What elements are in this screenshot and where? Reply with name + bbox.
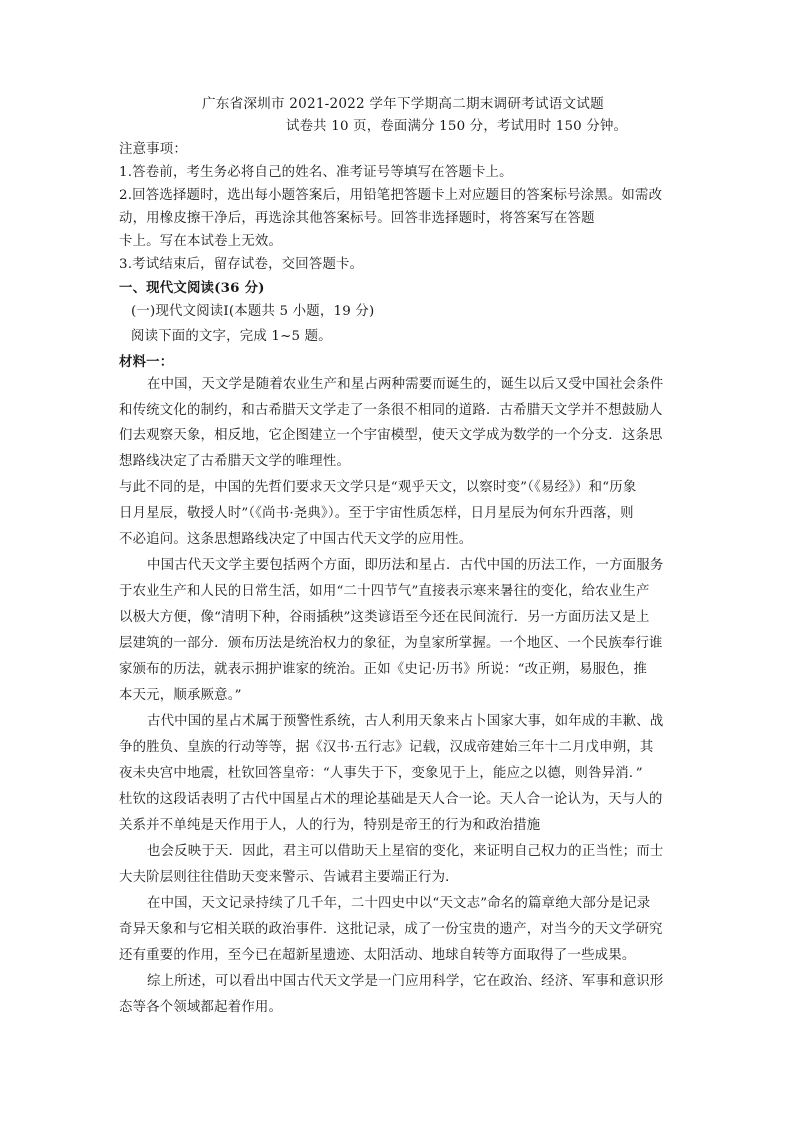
- body-line: 关系并不单纯是天作用于人，人的行为，特别是帝王的行为和政治措施: [119, 818, 541, 833]
- body-line: 奇异天象和与它相关联的政治事件．这批记录，成了一份宝贵的遗产，对当今的天文学研究: [119, 922, 663, 937]
- note-item: 3.考试结束后，留存试卷，交回答题卡。: [119, 257, 364, 272]
- document-subtitle: 试卷共 10 页，卷面满分 150 分，考试用时 150 分钟。: [286, 119, 628, 134]
- body-line: 大夫阶层则往往借助天变来警示、告诫君主要端正行为．: [119, 870, 459, 885]
- body-line: 在中国，天文学是随着农业生产和星占两种需要而诞生的，诞生以后又受中国社会条件: [147, 377, 664, 392]
- note-item: 动，用橡皮擦干净后，再选涂其他答案标号。回答非选择题时，将答案写在答题: [119, 211, 595, 226]
- body-line: 不必追问。这条思想路线决定了中国古代天文学的应用性。: [119, 532, 473, 547]
- body-line: 还有重要的作用，至今已在超新星遗迹、太阳活动、地球自转等方面取得了一些成果。: [119, 948, 636, 963]
- body-line: 综上所述，可以看出中国古代天文学是一门应用科学，它在政治、经济、军事和意识形: [147, 974, 664, 989]
- body-line: 和传统文化的制约，和古希腊天文学走了一条很不相同的道路．古希腊天文学并不想鼓励人: [119, 403, 663, 418]
- document-title: 广东省深圳市 2021-2022 学年下学期高二期末调研考试语文试题: [202, 96, 604, 112]
- body-line: 想路线决定了古希腊天文学的唯理性。: [119, 454, 351, 469]
- body-line: 家颁布的历法，就表示拥护谁家的统治。正如《史记·历书》所说：“改正朔，易服色，推: [119, 662, 647, 677]
- body-line: 古代中国的星占术属于预警性系统，古人利用天象来占卜国家大事，如年成的丰歉、战: [147, 714, 664, 729]
- body-line: 中国古代天文学主要包括两个方面，即历法和星占．古代中国的历法工作，一方面服务: [147, 558, 664, 573]
- reading-instruction: 阅读下面的文字，完成 1~5 题。: [131, 329, 332, 344]
- body-line: 日月星辰，敬授人时”（《尚书·尧典》）。至于宇宙性质怎样，日月星辰为何东升西落，则: [119, 506, 634, 521]
- section-subheading: (一)现代文阅读Ⅰ(本题共 5 小题，19 分): [131, 304, 375, 319]
- material-label: 材料一：: [119, 354, 174, 370]
- body-line: 态等各个领域都起着作用。: [119, 1000, 283, 1015]
- note-item: 1.答卷前，考生务必将自己的姓名、准考证号等填写在答题卡上。: [119, 165, 513, 180]
- body-line: 于农业生产和人民的日常生活，如用“二十四节气”直接表示寒来暑往的变化，给农业生产: [119, 584, 650, 599]
- body-line: 以极大方便，像“清明下种，谷雨插秧”这类谚语至今还在民间流行．另一方面历法又是上: [119, 610, 650, 625]
- body-line: 层建筑的一部分．颁布历法是统治权力的象征，为皇家所掌握。一个地区、一个民族奉行谁: [119, 636, 663, 651]
- notes-heading: 注意事项：: [119, 142, 187, 157]
- body-line: 也会反映于天．因此，君主可以借助天上星宿的变化，来证明自己权力的正当性；而士: [147, 844, 664, 859]
- note-item: 卡上。写在本试卷上无效。: [119, 234, 283, 249]
- body-line: 在中国，天文记录持续了几千年，二十四史中以“天文志”命名的篇章绝大部分是记录: [147, 896, 651, 911]
- section-heading: 一、现代文阅读(36 分): [119, 280, 265, 296]
- body-line: 本天元，顺承厥意。”: [119, 688, 242, 703]
- note-item: 2.回答选择题时，选出每小题答案后，用铅笔把答题卡上对应题目的答案标号涂黑。如需改: [119, 188, 663, 203]
- body-line: 夜未央宫中地震，杜钦回答皇帝：“人事失于下，变象见于上，能应之以德，则咎异消．”: [119, 766, 643, 781]
- body-line: 争的胜负、皇族的行动等等，据《汉书·五行志》记载，汉成帝建始三年十二月戊申朔，其: [119, 740, 654, 755]
- body-line: 杜钦的这段话表明了古代中国星占术的理论基础是天人合一论。天人合一论认为，天与人的: [119, 792, 663, 807]
- body-line: 与此不同的是，中国的先哲们要求天文学只是“观乎天文，以察时变”（《易经》）和“历象: [119, 480, 637, 495]
- body-line: 们去观察天象，相反地，它企图建立一个宇宙模型，使天文学成为数学的一个分支．这条思: [119, 428, 663, 443]
